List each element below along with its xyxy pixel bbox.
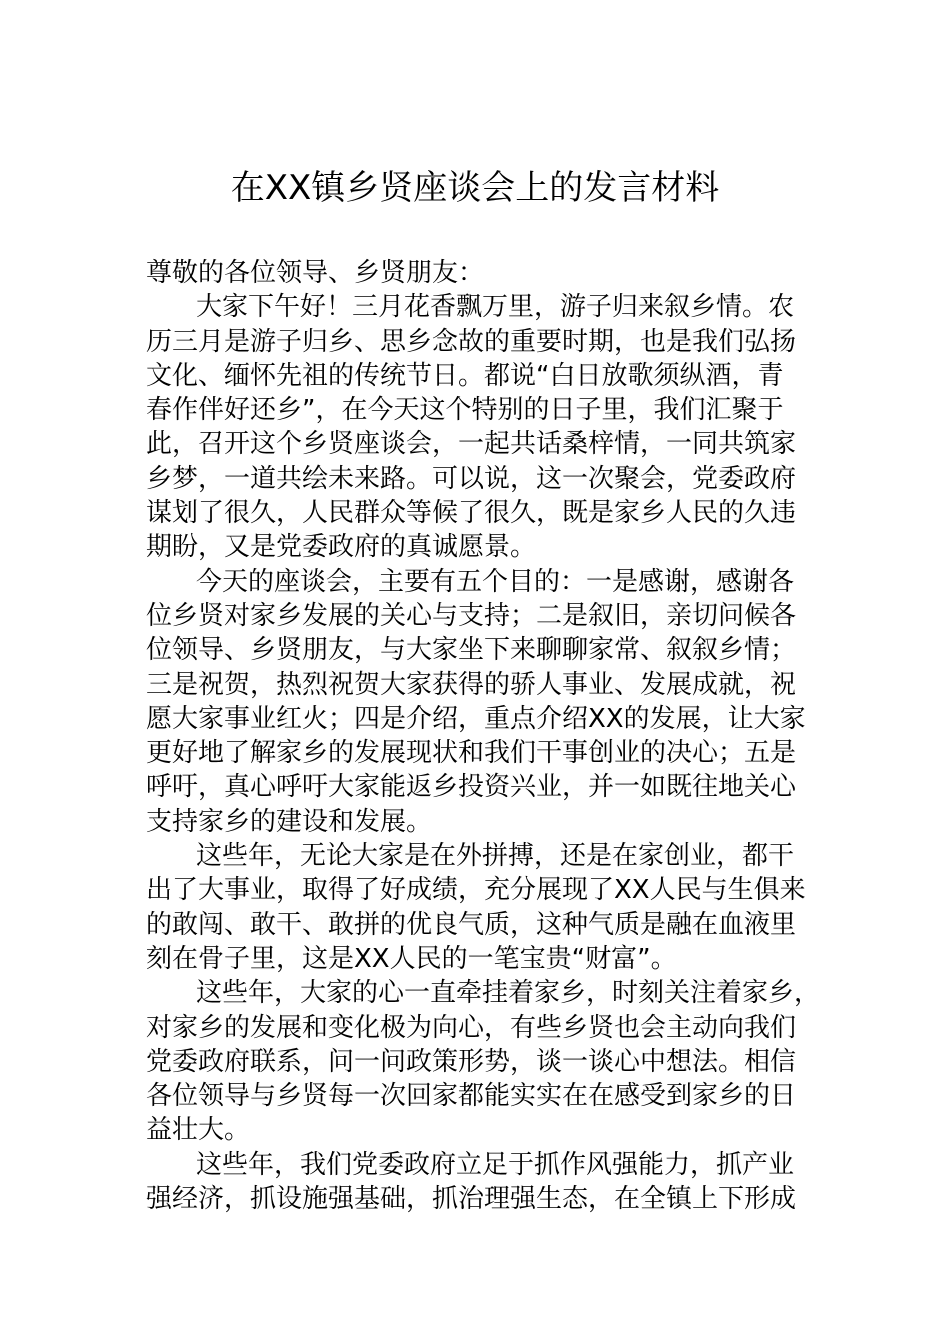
paragraph-line: 的敢闯、敢干、敢拼的优良气质，这种气质是融在血液里	[146, 909, 797, 940]
paragraph-3	[146, 839, 826, 976]
paragraph-line: 历三月是游子归乡、思乡念故的重要时期，也是我们弘扬	[146, 326, 797, 357]
paragraph-line: 党委政府联系，问一问政策形势，谈一谈心中想法。相信	[146, 1046, 797, 1077]
paragraph-line: 春作伴好还乡”，在今天这个特别的日子里，我们汇聚于	[146, 395, 784, 426]
paragraph-line: 大家下午好！三月花香飘万里，游子归来叙乡情。农	[196, 292, 795, 323]
paragraph-line: 这些年，大家的心一直牵挂着家乡，时刻关注着家乡，	[196, 978, 821, 1009]
paragraph-line: 呼吁，真心呼吁大家能返乡投资兴业，并一如既往地关心	[146, 772, 797, 803]
paragraph-line: 强经济，抓设施强基础，抓治理强生态，在全镇上下形成	[146, 1184, 797, 1215]
paragraph-line: 位乡贤对家乡发展的关心与支持；二是叙旧，亲切问候各	[146, 600, 797, 631]
paragraph-line: 各位领导与乡贤每一次回家都能实实在在感受到家乡的日	[146, 1081, 797, 1112]
paragraph-line: 三是祝贺，热烈祝贺大家获得的骄人事业、发展成就，祝	[146, 669, 797, 700]
paragraph-line: 今天的座谈会，主要有五个目的：一是感谢，感谢各	[196, 566, 795, 597]
paragraph-line: 这些年，我们党委政府立足于抓作风强能力，抓产业	[196, 1149, 795, 1180]
paragraph-line: 位领导、乡贤朋友，与大家坐下来聊聊家常、叙叙乡情；	[146, 635, 797, 666]
paragraph-line: 出了大事业，取得了好成绩，充分展现了XX人民与生俱来	[146, 875, 806, 906]
paragraph-line: 支持家乡的建设和发展。	[146, 806, 433, 837]
paragraph-line: 期盼，又是党委政府的真诚愿景。	[146, 532, 537, 563]
paragraph-line: 乡梦，一道共绘未来路。可以说，这一次聚会，党委政府	[146, 463, 797, 494]
paragraph-line: 愿大家事业红火；四是介绍，重点介绍XX的发展，让大家	[146, 703, 806, 734]
paragraph-line: 此，召开这个乡贤座谈会，一起共话桑梓情，一同共筑家	[146, 429, 797, 460]
paragraph-line: 文化、缅怀先祖的传统节日。都说“白日放歌须纵酒，青	[146, 360, 784, 391]
paragraph-1	[146, 290, 826, 564]
paragraph-2	[146, 565, 826, 839]
paragraph-line: 刻在骨子里，这是XX人民的一笔宝贵“财富”。	[146, 943, 677, 974]
paragraph-4	[146, 976, 826, 1147]
document-body	[146, 256, 826, 1216]
paragraph-line: 这些年，无论大家是在外拼搏，还是在家创业，都干	[196, 841, 795, 872]
paragraph-line: 谋划了很久，人民群众等候了很久，既是家乡人民的久违	[146, 498, 797, 529]
salutation: 尊敬的各位领导、乡贤朋友：	[146, 258, 485, 288]
paragraph-5	[146, 1148, 826, 1217]
paragraph-line: 更好地了解家乡的发展现状和我们干事创业的决心；五是	[146, 738, 797, 769]
paragraph-line: 对家乡的发展和变化极为向心，有些乡贤也会主动向我们	[146, 1012, 797, 1043]
paragraph-line: 益壮大。	[146, 1115, 251, 1146]
document-title: 在XX镇乡贤座谈会上的发言材料	[230, 168, 720, 208]
